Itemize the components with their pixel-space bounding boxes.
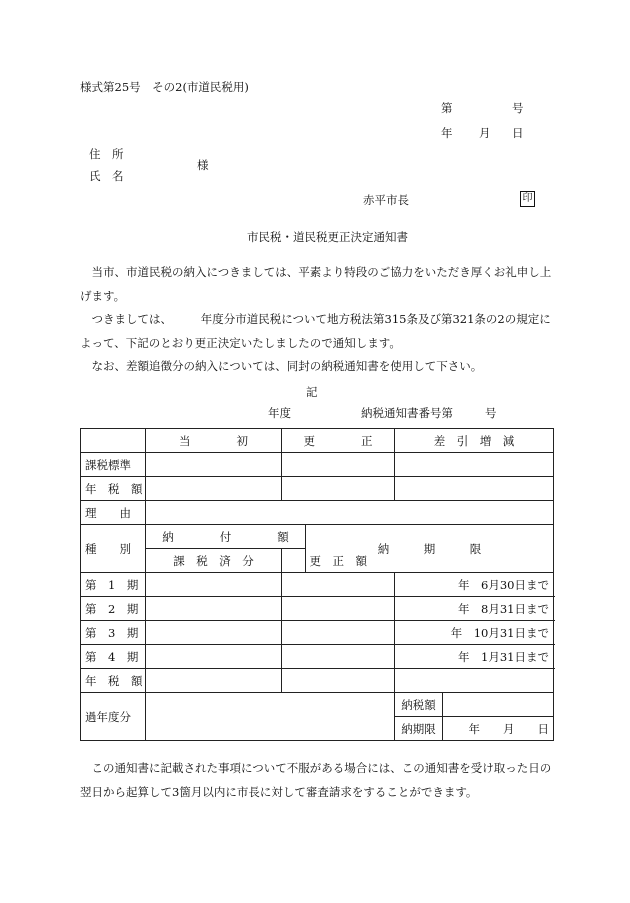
ki-heading: 記 bbox=[306, 385, 318, 399]
period-label: 第 2 期 bbox=[81, 597, 146, 621]
table-row bbox=[81, 669, 554, 693]
taxed-paid-header: 課 税 済 分 bbox=[146, 549, 282, 573]
row-annual-tax: 年 税 額 bbox=[81, 477, 146, 501]
deadline-label: 納期限 bbox=[395, 717, 443, 741]
address-label: 住 所 bbox=[89, 147, 124, 161]
table-row bbox=[81, 453, 554, 477]
honorific: 様 bbox=[197, 158, 209, 172]
col-diff: 差 引 増 減 bbox=[395, 429, 554, 453]
notice-number-prefix: 納税通知書番号第 bbox=[361, 406, 453, 420]
body-paragraph-3: なお、差額追徴分の納入については、同封の納税通知書を使用して下さい。 bbox=[80, 359, 483, 373]
date-year: 年 bbox=[441, 126, 453, 140]
payment-amount-header: 納 付 額 bbox=[146, 525, 306, 549]
table-row bbox=[81, 597, 554, 621]
name-label: 氏 名 bbox=[89, 169, 124, 183]
row-annual-total: 年 税 額 bbox=[81, 669, 146, 693]
page-title: 市民税・道民税更正決定通知書 bbox=[247, 230, 408, 244]
row-past-years: 過年度分 bbox=[81, 693, 146, 741]
period-label: 第 4 期 bbox=[81, 645, 146, 669]
body-paragraph-2: つきましては、 年度分市道民税について地方税法第315条及び第321条の2の規定によって、下記のとおり更正決定いたしましたので通知します。 bbox=[80, 312, 551, 350]
corrected-amount-header: 更 正 額 bbox=[282, 549, 395, 573]
table-row bbox=[81, 645, 554, 669]
table-row bbox=[81, 501, 554, 525]
table-row bbox=[81, 693, 554, 717]
notice-year: 年度 bbox=[268, 406, 291, 420]
notice-number-suffix: 号 bbox=[485, 406, 497, 420]
period-due: 年 6月30日まで bbox=[395, 573, 554, 597]
period-due: 年 1月31日まで bbox=[395, 645, 554, 669]
row-reason: 理 由 bbox=[81, 501, 146, 525]
deadline-value: 年 月 日 bbox=[443, 717, 554, 741]
period-due: 年 10月31日まで bbox=[395, 621, 554, 645]
seal-stamp: 印 bbox=[520, 191, 535, 207]
col-corrected: 更 正 bbox=[282, 429, 395, 453]
row-type: 種 別 bbox=[81, 525, 146, 573]
due-date-header: 納 期 限 bbox=[306, 525, 554, 573]
table-row bbox=[81, 621, 554, 645]
tax-amount-label: 納税額 bbox=[395, 693, 443, 717]
table-row bbox=[81, 573, 554, 597]
table-row bbox=[81, 429, 554, 453]
col-original: 当 初 bbox=[146, 429, 282, 453]
footer-notice: この通知書に記載された事項について不服がある場合には、この通知書を受け取った日の翌日から起算して3箇月以内に市長に対して審査請求をすることができます。 bbox=[80, 761, 552, 799]
date-month: 月 bbox=[479, 126, 491, 140]
tax-table bbox=[80, 428, 554, 741]
period-label: 第 1 期 bbox=[81, 573, 146, 597]
table-row bbox=[81, 477, 554, 501]
issuer: 赤平市長 bbox=[363, 193, 409, 207]
period-label: 第 3 期 bbox=[81, 621, 146, 645]
row-tax-standard: 課税標準 bbox=[81, 453, 146, 477]
form-number: 様式第25号 その2(市道民税用) bbox=[80, 80, 249, 94]
date-day: 日 bbox=[512, 126, 524, 140]
number-suffix: 号 bbox=[512, 101, 524, 115]
number-prefix: 第 bbox=[441, 101, 453, 115]
table-row bbox=[81, 525, 554, 549]
body-paragraph-1: 当市、市道民税の納入につきましては、平素より特段のご協力をいただき厚くお礼申し上げます。 bbox=[80, 265, 552, 303]
period-due: 年 8月31日まで bbox=[395, 597, 554, 621]
